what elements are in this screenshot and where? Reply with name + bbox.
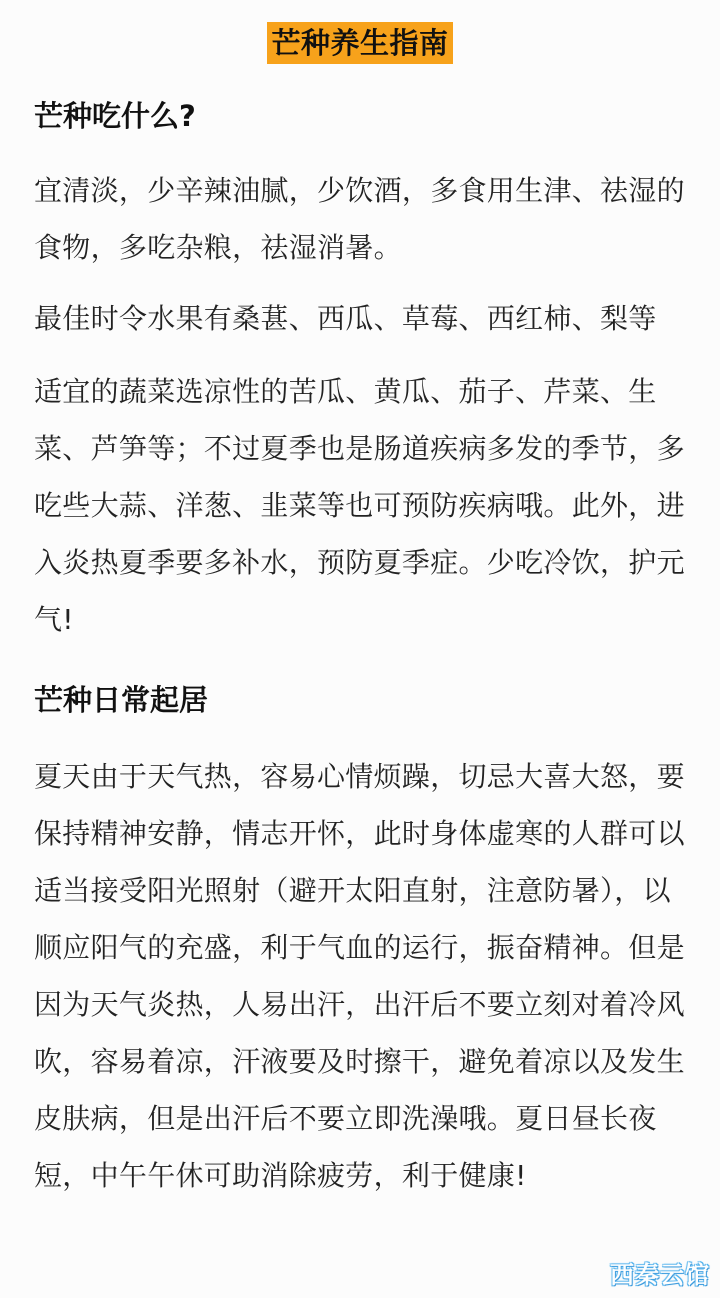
paragraph-diet-advice: 宜清淡，少辛辣油腻，少饮酒，多食用生津、祛湿的食物，多吃杂粮，祛湿消暑。 xyxy=(34,174,685,264)
watermark-logo: 西秦云馆 xyxy=(610,1261,710,1289)
title-container xyxy=(34,0,686,66)
page-title: 芒种养生指南 xyxy=(267,22,452,64)
paragraph-daily-routine: 夏天由于天气热，容易心情烦躁，切忌大喜大怒，要保持精神安静，情志开怀，此时身体虚寒的人群可以适当接受阳光照射（避开太阳直射，注意防暑），以顺应阳气的充盛，利于气血的运行，振奋精神。但是因为天气炎热，人易出汗，出汗后不要立刻对着冷风吹，容易着凉，汗液要及时擦干，避免着凉以及发生皮肤病，但是出汗后不要立即洗澡哦。夏日昼长夜短，中午午休可助消除疲劳，利于健康! xyxy=(34,760,685,1192)
section-heading-what-to-eat: 芒种吃什么? xyxy=(34,99,196,133)
paragraph-vegetables: 适宜的蔬菜选凉性的苦瓜、黄瓜、茄子、芹菜、生菜、芦笋等；不过夏季也是肠道疾病多发的季节，多吃些大蒜、洋葱、韭菜等也可预防疾病哦。此外，进入炎热夏季要多补水，预防夏季症。少吃冷饮，护元气! xyxy=(34,375,685,636)
paragraph-seasonal-fruits: 最佳时令水果有桑葚、西瓜、草莓、西红柿、梨等 xyxy=(34,302,657,335)
section-heading-daily-routine: 芒种日常起居 xyxy=(34,683,209,717)
